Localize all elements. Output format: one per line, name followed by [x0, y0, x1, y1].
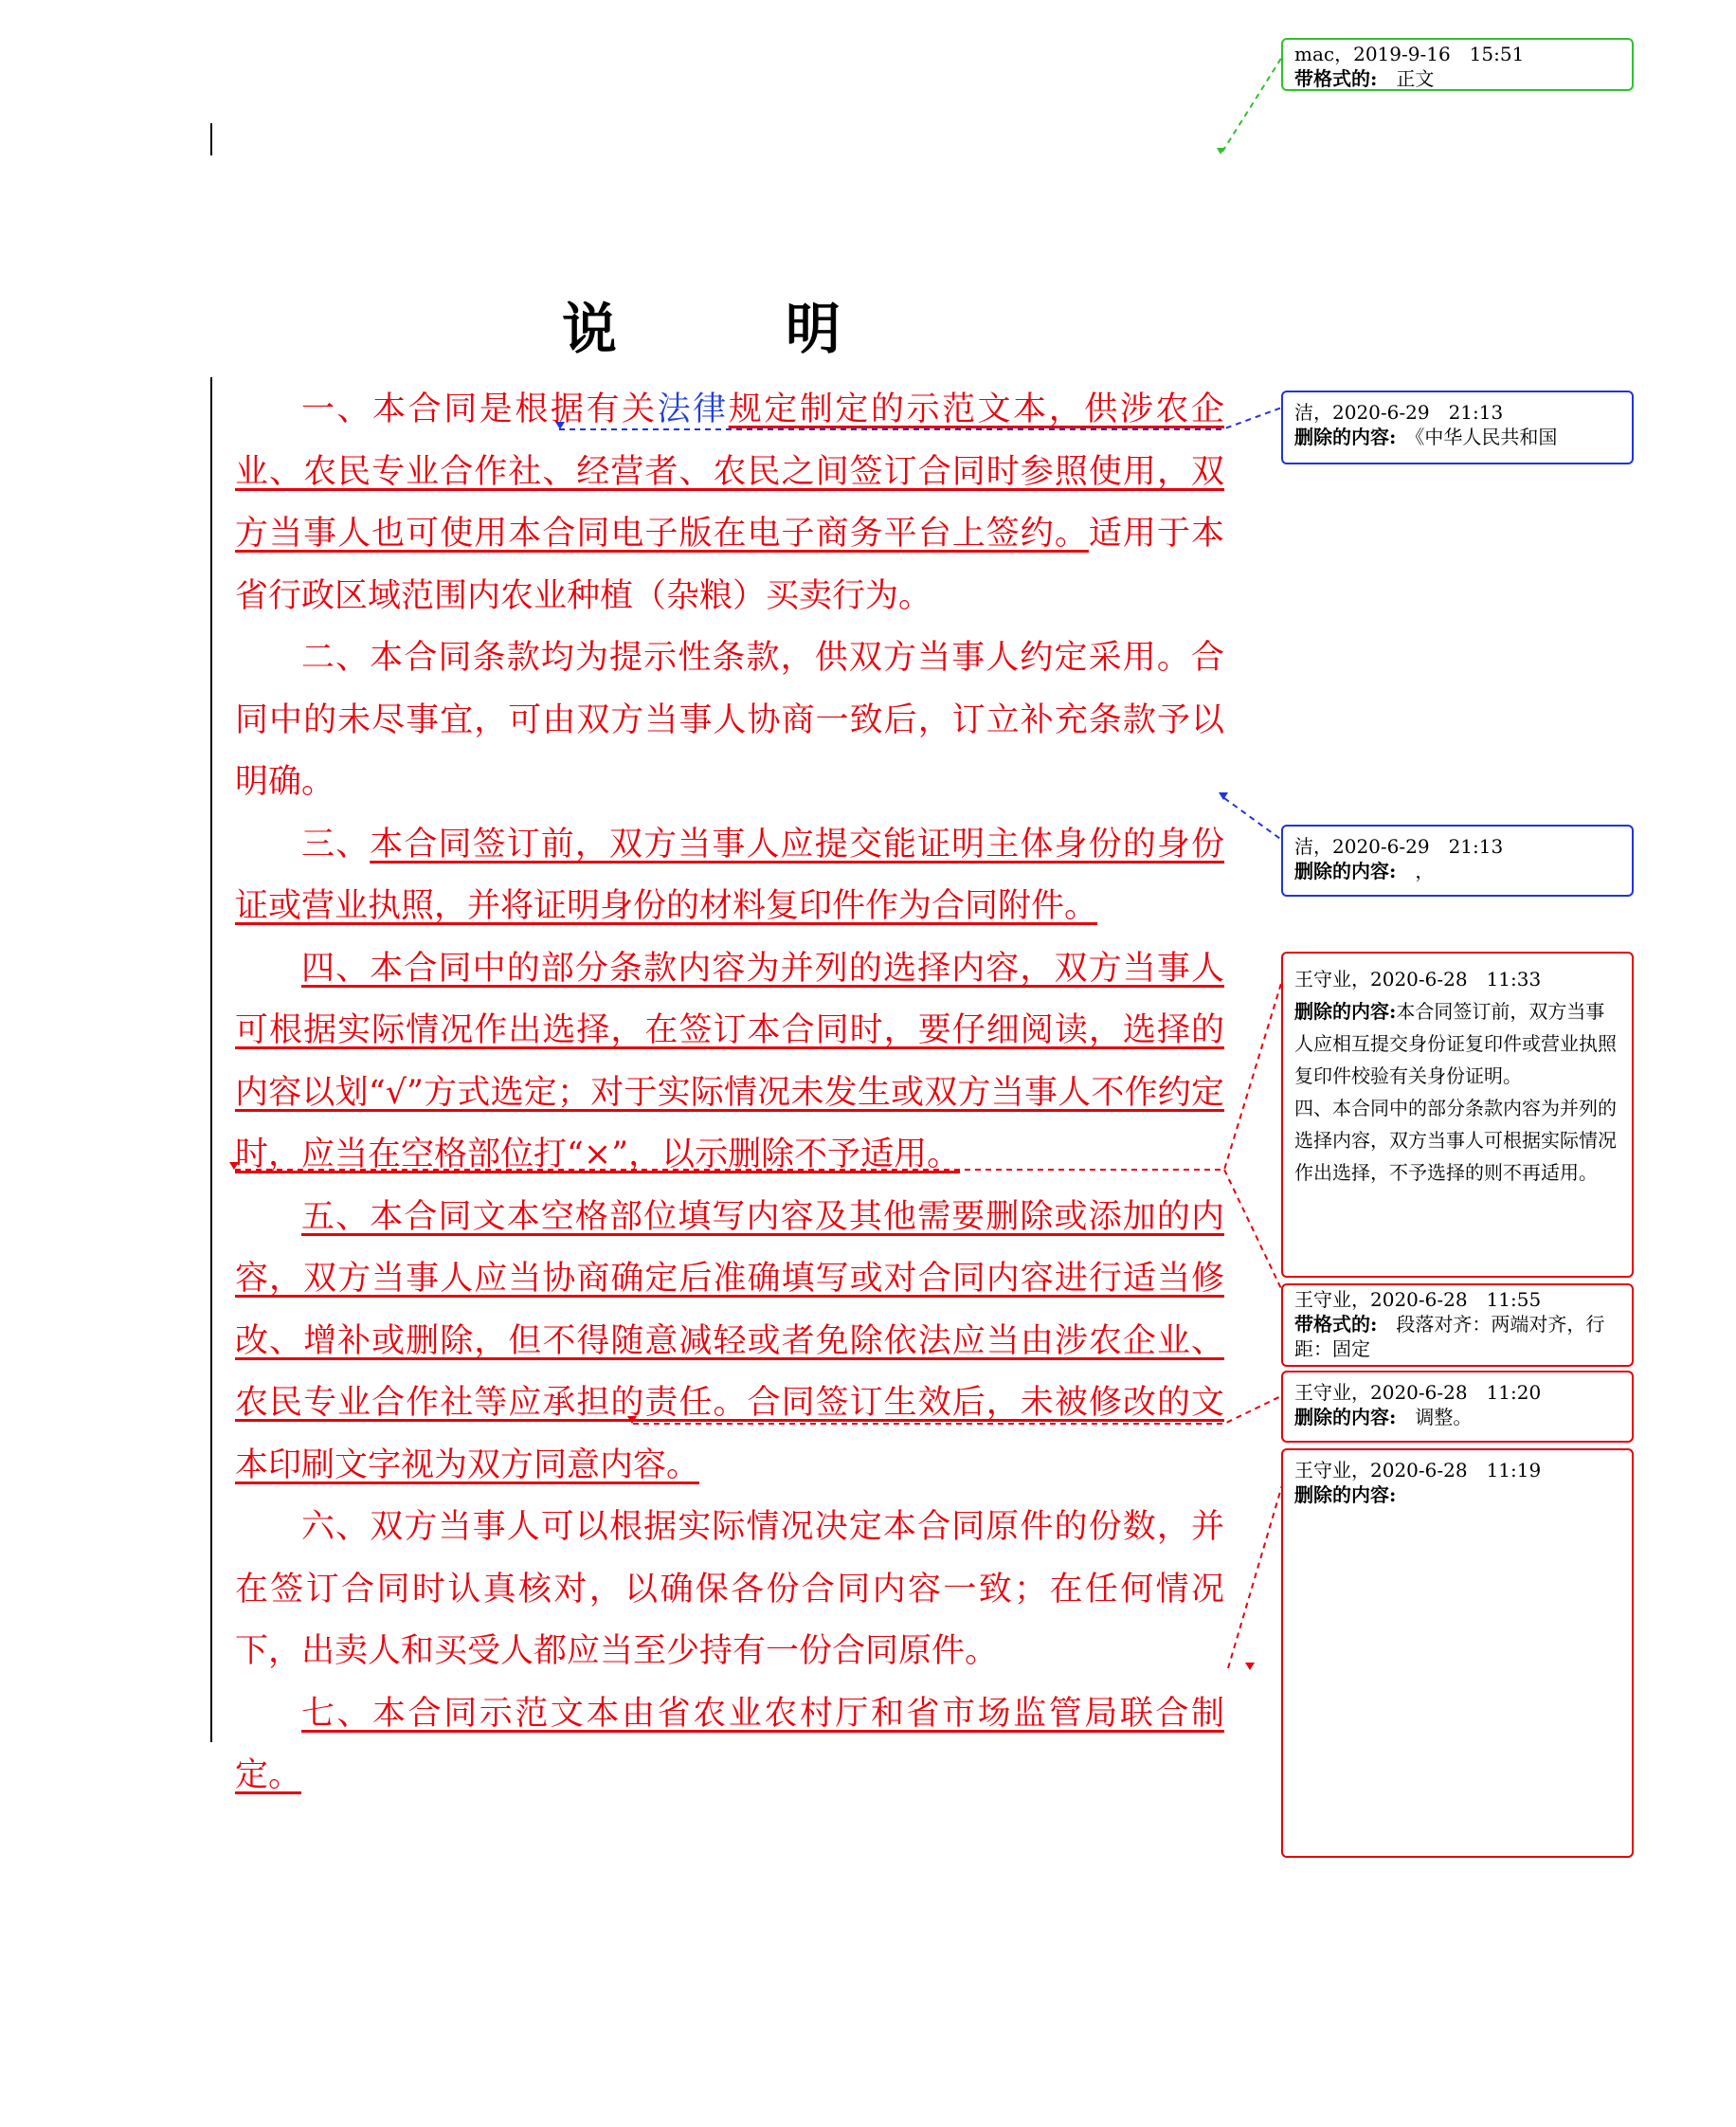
p1-text-d: 适用于本省行政区域范围内农业种植（杂粮）买卖行为。 — [235, 515, 1224, 615]
comment-label: 删除的内容: — [1294, 1483, 1397, 1506]
paragraph-6: 六、双方当事人可以根据实际情况决定本合同原件的份数，并在签订合同时认真核对，以确保各份合同内容一致；在任何情况下，出卖人和买受人都应当至少持有一份合同原件。 — [235, 1508, 1224, 1670]
comment-header: 王守业，2020-6-28 11:20 — [1294, 1381, 1542, 1404]
comment-header: 王守业，2020-6-28 11:55 — [1294, 1288, 1542, 1311]
comment-label: 删除的内容: — [1294, 426, 1397, 448]
comment-header: 洁，2020-6-29 21:13 — [1294, 835, 1504, 858]
connector-red-2 — [1224, 1170, 1287, 1300]
comment-header: 洁，2020-6-29 21:13 — [1294, 401, 1504, 424]
comment-label: 删除的内容: — [1294, 860, 1397, 882]
comment-balloon-deletion-1[interactable] — [1281, 391, 1634, 464]
p3-text-b: 本合同签订前，双方当事人应提交能证明主体身份的身份证或营业执照，并将证明身份的材料复印件作为合同附件。 — [235, 825, 1224, 925]
comment-label: 带格式的: — [1294, 1313, 1378, 1336]
comment-header: mac，2019-9-16 15:51 — [1294, 43, 1525, 65]
comment-balloon-deletion-3[interactable] — [1281, 952, 1634, 1278]
comment-text: 《中华人民共和国 — [1415, 426, 1558, 448]
p1-text-c: 规定制定的示范文本，供涉农企业、农民专业合作社、经营者、农民之间签订合同时参照使用，双方当事人也可使用本合同电子版在电子商务平台上签约。 — [235, 391, 1224, 553]
comment-text: 正文 — [1396, 67, 1435, 90]
comment-balloon-deletion-5[interactable] — [1281, 1448, 1634, 1858]
anchor-marker — [1245, 1663, 1255, 1670]
comment-balloon-format[interactable] — [1281, 38, 1634, 91]
connector-green — [1222, 49, 1287, 152]
comment-balloon-deletion-4[interactable] — [1281, 1371, 1634, 1443]
page-title: 说 明 — [561, 297, 897, 361]
comment-text-2: 四、本合同中的部分条款内容为并列的选择内容，双方当事人可根据实际情况作出选择，不予选择的则不再适用。 — [1294, 1097, 1617, 1184]
paragraph-4: 四、本合同中的部分条款内容为并列的选择内容，双方当事人可根据实际情况作出选择，在签订本合同时，要仔细阅读，选择的内容以划“√”方式选定；对于实际情况未发生或双方当事人不作约定时，应当在空格部位打“×”，以示删除不予适用。 — [235, 949, 1224, 1173]
p1-inserted-text: 法律 — [657, 391, 729, 428]
comment-label: 删除的内容: — [1294, 1406, 1397, 1428]
comment-label: 带格式的: — [1294, 67, 1378, 90]
paragraph-2: 二、本合同条款均为提示性条款，供双方当事人约定采用。合同中的未尽事宜，可由双方当事人协商一致后，订立补充条款予以明确。 — [235, 639, 1224, 801]
connector-red-4 — [1228, 1469, 1287, 1668]
comment-label: 删除的内容: — [1294, 1000, 1397, 1023]
paragraph-5: 五、本合同文本空格部位填写内容及其他需要删除或添加的内容，双方当事人应当协商确定后准确填写或对合同内容进行适当修改、增补或删除，但不得随意减轻或者免除依法应当由涉农企业、农民专业合作社等应承担的责任。合同签订生效后，未被修改的文本印刷文字视为双方同意内容。 — [235, 1197, 1224, 1484]
paragraph-7: 七、本合同示范文本由省农业农村厅和省市场监管局联合制定。 — [235, 1694, 1224, 1794]
p3-text-a: 三、 — [301, 825, 371, 864]
comment-header: 王守业，2020-6-28 11:19 — [1294, 1459, 1542, 1482]
p1-text-a: 一、本合同是根据有关 — [301, 391, 658, 428]
comment-text: ， — [1415, 860, 1435, 882]
comment-header: 王守业，2020-6-28 11:33 — [1294, 968, 1542, 991]
paragraph-1 — [235, 379, 1224, 627]
paragraph-3 — [235, 814, 1224, 938]
comment-text: 段落对齐：两端对齐，行距：固定 — [1294, 1313, 1605, 1360]
comment-balloon-format-2[interactable] — [1281, 1283, 1634, 1367]
comment-text: 调整。 — [1415, 1406, 1473, 1428]
comment-balloon-deletion-2[interactable] — [1281, 825, 1634, 897]
document-body — [235, 379, 1224, 1808]
connector-blue-2 — [1224, 798, 1287, 844]
comment-text: 本合同签订前，双方当事人应相互提交身份证复印件或营业执照复印件校验有关身份证明。 — [1294, 1000, 1617, 1087]
